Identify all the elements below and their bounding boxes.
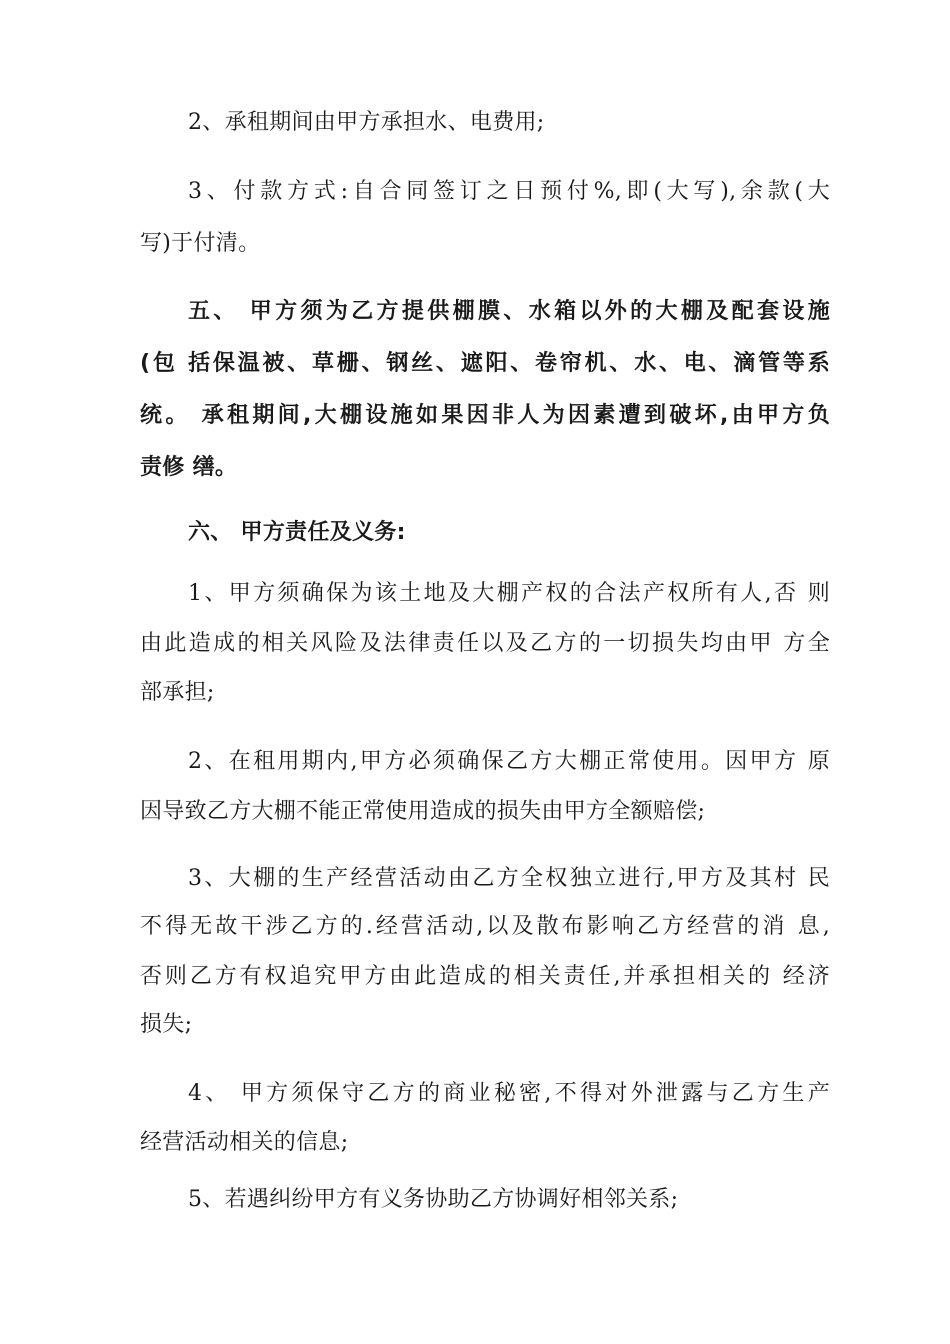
- section-5-line1: 五、 甲方须为乙方提供棚膜、水箱以外的大棚及配套设施: [188, 299, 830, 324]
- item-3-payment-line1: 3、付款方式:自合同签订之日预付%,即(大写),余款(大: [188, 179, 830, 204]
- item-2-water-power: 2、承租期间由甲方承担水、电费用;: [188, 110, 545, 135]
- duty-3-line3: 否则乙方有权追究甲方由此造成的相关责任,并承担相关的 经济: [140, 964, 830, 989]
- duty-1-line3: 部承担;: [140, 680, 215, 705]
- section-5-line4: 责修 缮。: [140, 455, 238, 480]
- duty-1-line1: 1、甲方须确保为该土地及大棚产权的合法产权所有人,否 则: [188, 581, 830, 606]
- duty-3-line4: 损失;: [140, 1012, 193, 1037]
- duty-3-line2: 不得无故干涉乙方的.经营活动,以及散布影响乙方经营的消 息,: [140, 914, 830, 939]
- duty-5-line1: 5、若遇纠纷甲方有义务协助乙方协调好相邻关系;: [188, 1187, 679, 1212]
- duty-3-line1: 3、大棚的生产经营活动由乙方全权独立进行,甲方及其村 民: [188, 866, 830, 891]
- duty-1-line2: 由此造成的相关风险及法律责任以及乙方的一切损失均由甲 方全: [140, 631, 830, 656]
- section-5-line2: (包 括保温被、草栅、钢丝、遮阳、卷帘机、水、电、滴管等系: [140, 351, 830, 376]
- duty-2-line1: 2、在租用期内,甲方必须确保乙方大棚正常使用。因甲方 原: [188, 749, 830, 774]
- duty-4-line1: 4、 甲方须保守乙方的商业秘密,不得对外泄露与乙方生产: [188, 1081, 830, 1106]
- duty-4-line2: 经营活动相关的信息;: [140, 1130, 349, 1155]
- item-3-payment-line2: 写)于付清。: [140, 231, 261, 256]
- section-5-line3: 统。 承租期间,大棚设施如果因非人为因素遭到破坏,由甲方负: [140, 403, 830, 428]
- duty-2-line2: 因导致乙方大棚不能正常使用造成的损失由甲方全额赔偿;: [140, 799, 706, 824]
- section-6-heading: 六、 甲方责任及义务:: [188, 520, 406, 545]
